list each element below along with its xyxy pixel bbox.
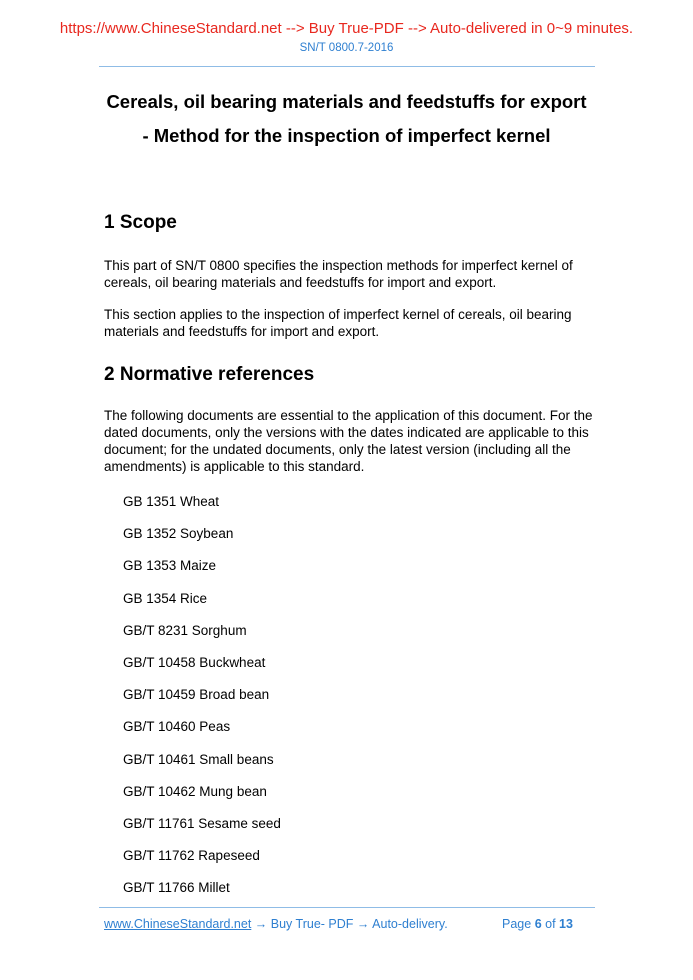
section-heading-scope: 1 Scope — [104, 212, 177, 233]
footer-divider — [99, 907, 595, 908]
reference-item: GB/T 8231 Sorghum — [123, 622, 247, 638]
footer-promo-text: → Buy True- PDF → Auto-delivery. — [251, 917, 448, 931]
reference-item: GB/T 10462 Mung bean — [123, 783, 267, 799]
footer-promo — [104, 917, 448, 931]
page-title-line-1: Cereals, oil bearing materials and feedstuffs for export — [106, 91, 587, 112]
footer-site-link[interactable]: www.ChineseStandard.net — [104, 917, 252, 931]
top-banner[interactable]: https://www.ChineseStandard.net --> Buy True-PDF --> Auto-delivered in 0~9 minutes. — [59, 20, 634, 37]
scope-paragraph-2: This section applies to the inspection of imperfect kernel of cereals, oil bearing materials and feedstuffs for import and export. — [104, 307, 572, 339]
reference-item: GB/T 11761 Sesame seed — [123, 815, 281, 831]
normative-intro-paragraph: The following documents are essential to the application of this document. For the dated documents, only the versions with the dates indicated are applicable to this document; for the undated documents, only the latest version (including all the amendments) is applicable to this standard. — [104, 408, 593, 474]
page-of-label: of — [545, 917, 556, 931]
total-page-count: 13 — [559, 917, 573, 931]
page-title-line-2: - Method for the inspection of imperfect kernel — [142, 125, 551, 146]
reference-item: GB/T 10459 Broad bean — [123, 687, 270, 703]
reference-item: GB/T 10461 Small beans — [123, 751, 274, 767]
current-page-number: 6 — [534, 917, 542, 931]
normative-reference-list — [123, 493, 281, 911]
reference-item: GB/T 11762 Rapeseed — [123, 848, 260, 864]
page-label: Page — [502, 917, 532, 931]
page-indicator — [502, 917, 573, 931]
reference-item: GB 1352 Soybean — [123, 526, 234, 542]
document-id: SN/T 0800.7-2016 — [299, 42, 394, 54]
reference-item: GB 1351 Wheat — [123, 494, 220, 509]
reference-item: GB/T 10460 Peas — [123, 719, 231, 735]
reference-item: GB 1354 Rice — [123, 590, 208, 606]
section-heading-normative-references: 2 Normative references — [104, 364, 315, 385]
scope-paragraph-1: This part of SN/T 0800 specifies the inspection methods for imperfect kernel of cereals, oil bearing materials and feedstuffs for import and export. — [104, 258, 573, 290]
reference-item: GB 1353 Maize — [123, 558, 217, 574]
header-divider — [99, 66, 595, 67]
reference-item: GB/T 10458 Buckwheat — [123, 654, 266, 670]
reference-item: GB/T 11766 Millet — [123, 880, 230, 896]
